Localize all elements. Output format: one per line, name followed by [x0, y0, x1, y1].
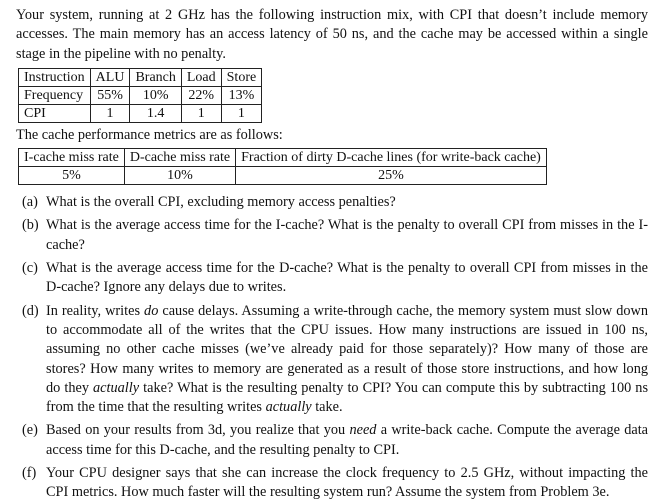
question-text: Your CPU designer says that she can increase the clock frequency to 2.5 GHz, without impacting the CPI metrics. How much faster will the resulting system run? Assume the system from Problem 3e. [46, 465, 648, 501]
question-label: (d) [22, 302, 39, 319]
table-cell: Instruction [19, 68, 91, 86]
question-text [46, 303, 648, 415]
question-e [16, 421, 648, 460]
question-label: (c) [22, 260, 38, 277]
table-cell: Frequency [19, 86, 91, 104]
question-label: (b) [22, 217, 39, 234]
text-run: take? What is the resulting penalty to CPI? You can compute this by subtracting 100 ns from the time that the resulting writes [46, 379, 649, 416]
table-row [19, 104, 262, 122]
instruction-mix-table [18, 68, 262, 123]
table-cell: Branch [130, 68, 181, 86]
table-cell: 1 [221, 104, 262, 122]
emphasis-text: do [144, 302, 159, 319]
table-cell: I-cache miss rate [19, 149, 125, 167]
emphasis-text: actually [93, 379, 140, 396]
text-run: take. [311, 399, 343, 416]
table-cell: Store [221, 68, 262, 86]
emphasis-text: actually [265, 399, 312, 416]
question-b [16, 216, 648, 255]
table-cell: 1.4 [130, 104, 181, 122]
table-row [19, 167, 547, 185]
question-label: (a) [22, 194, 38, 211]
question-text: What is the average access time for the I-cache? What is the penalty to overall CPI from misses in the I-cache? [46, 217, 648, 253]
table-header-row [19, 149, 547, 167]
question-list [16, 193, 648, 502]
text-run: cause delays. Assuming a write-through cache, the memory system must slow down to accommodate all of the writes that the CPU issues. How many instructions are issued in 100 ns, assuming no other cache misses (we’ve already paid for those separately)? How many of those are stores? How many writes to memory are generated as a result of those store instructions, and how long do they [46, 302, 648, 396]
question-a [16, 193, 648, 212]
text-run: Based on your results from 3d, you realize that you [46, 422, 350, 439]
problem-intro: Your system, running at 2 GHz has the following instruction mix, with CPI that doesn’t include memory accesses. The main memory has an access latency of 50 ns, and the cache may be accessed within a single stage in the pipeline with no penalty. [16, 7, 648, 62]
question-text [46, 422, 648, 457]
question-label: (e) [22, 422, 38, 439]
table-cell: 55% [90, 86, 130, 104]
question-c [16, 259, 648, 298]
table-cell: 10% [124, 167, 235, 185]
question-text: What is the average access time for the D-cache? What is the penalty to overall CPI from misses in the D-cache? Ignore any delays due to writes. [46, 260, 648, 296]
table-cell: 22% [181, 86, 221, 104]
table-cell: 25% [236, 167, 547, 185]
table-cell: 1 [90, 104, 130, 122]
table-cell: 10% [130, 86, 181, 104]
text-run: In reality, writes [46, 302, 145, 319]
table-cell: 13% [221, 86, 262, 104]
table-cell: 5% [19, 167, 125, 185]
metrics-intro: The cache performance metrics are as follows: [16, 126, 283, 143]
table-cell: CPI [19, 104, 91, 122]
question-label: (f) [22, 465, 37, 482]
table-header-row [19, 68, 262, 86]
table-cell: Load [181, 68, 221, 86]
text-run: a write-back cache. Compute the average data access time for this D-cache, and the resulting penalty to CPI. [46, 422, 649, 458]
emphasis-text: need [349, 422, 377, 439]
table-cell: 1 [181, 104, 221, 122]
question-d [16, 302, 648, 418]
cache-metrics-table [18, 148, 547, 185]
question-text: What is the overall CPI, excluding memory access penalties? [46, 194, 396, 211]
table-cell: Fraction of dirty D-cache lines (for write-back cache) [236, 149, 547, 167]
table-cell: D-cache miss rate [124, 149, 235, 167]
table-cell: ALU [90, 68, 130, 86]
question-f [16, 464, 648, 503]
table-row [19, 86, 262, 104]
